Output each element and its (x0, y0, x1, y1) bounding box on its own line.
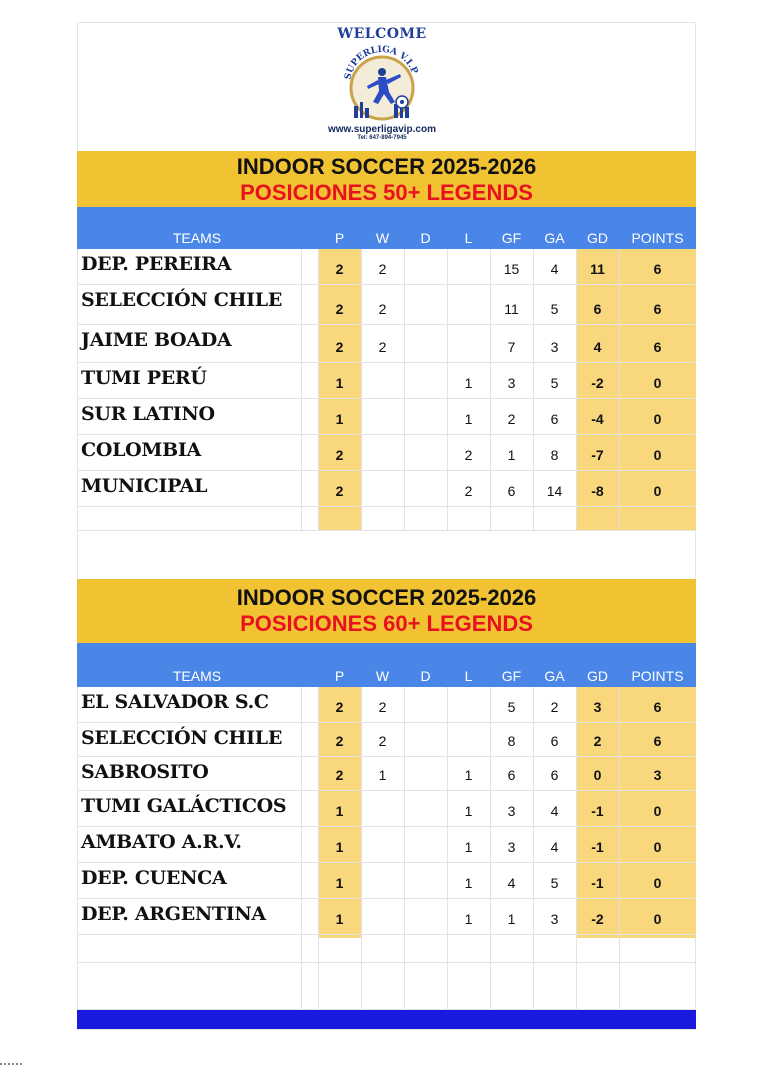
table2-banner (77, 579, 696, 643)
team-name: EL SALVADOR S.C (81, 691, 269, 713)
cell-pts: 6 (653, 699, 662, 715)
table2-header-row (77, 643, 696, 687)
cell-gf: 6 (507, 483, 516, 499)
col-header-gd: GD (587, 230, 608, 246)
cell-pts: 6 (653, 301, 662, 317)
cell-p: 1 (335, 411, 344, 427)
cell-gf: 8 (507, 733, 516, 749)
cell-ga: 14 (546, 483, 563, 499)
table-row (77, 285, 696, 325)
cell-ga: 5 (550, 875, 559, 891)
cell-p: 1 (335, 911, 344, 927)
cell-l: 1 (464, 911, 473, 927)
team-name: SABROSITO (81, 761, 209, 783)
cell-pts: 6 (653, 261, 662, 277)
cell-ga: 6 (550, 733, 559, 749)
cell-pts: 0 (653, 375, 662, 391)
table1-header-row (77, 207, 696, 249)
cell-gf: 2 (507, 411, 516, 427)
cell-gf: 11 (504, 301, 519, 317)
table-row (77, 249, 696, 285)
cell-p: 2 (335, 767, 344, 783)
col-header-teams: TEAMS (172, 668, 222, 684)
col-header-points: POINTS (631, 230, 684, 246)
cell-gd: -8 (591, 483, 604, 499)
cell-gd: -7 (591, 447, 604, 463)
cell-p: 2 (335, 447, 344, 463)
table1-body (77, 249, 696, 531)
cell-pts: 6 (653, 733, 662, 749)
cell-p: 2 (335, 301, 344, 317)
col-header-points: POINTS (631, 668, 684, 684)
cell-p: 2 (335, 733, 344, 749)
cell-pts: 0 (653, 839, 662, 855)
cell-pts: 0 (653, 411, 662, 427)
cell-l: 2 (464, 483, 473, 499)
col-header-w: W (375, 230, 390, 246)
cell-gf: 3 (507, 803, 516, 819)
cell-p: 1 (335, 839, 344, 855)
cell-ga: 3 (550, 339, 559, 355)
cell-p: 2 (335, 339, 344, 355)
cell-gf: 4 (507, 875, 516, 891)
logo-arc-text: SUPERLIGA V.I.P (343, 44, 420, 81)
cell-l: 1 (464, 375, 473, 391)
cell-gd: 6 (593, 301, 602, 317)
cell-pts: 0 (653, 447, 662, 463)
col-header-teams: TEAMS (172, 230, 222, 246)
cell-w: 2 (378, 699, 387, 715)
cell-ga: 6 (550, 411, 559, 427)
table-row (77, 863, 696, 899)
cell-gd: 2 (593, 733, 602, 749)
cell-ga: 3 (550, 911, 559, 927)
cell-l: 1 (464, 411, 473, 427)
cell-gf: 3 (507, 375, 516, 391)
table-row (77, 899, 696, 935)
table-row (77, 827, 696, 863)
website-url: www.superligavip.com (328, 124, 436, 135)
cell-gd: -2 (591, 375, 604, 391)
cell-gd: -1 (591, 803, 604, 819)
cell-p: 2 (335, 261, 344, 277)
cell-pts: 0 (653, 803, 662, 819)
cell-gd: 3 (593, 699, 602, 715)
table2-body (77, 687, 696, 1010)
cell-gd: -1 (591, 839, 604, 855)
cell-ga: 5 (550, 375, 559, 391)
cell-ga: 5 (550, 301, 559, 317)
table2-title: INDOOR SOCCER 2025-2026 (236, 585, 537, 610)
cell-p: 1 (335, 803, 344, 819)
superliga-logo (282, 22, 482, 150)
col-header-l: L (464, 230, 473, 246)
table-row (77, 757, 696, 791)
team-name: SELECCIÓN CHILE (81, 727, 283, 749)
team-name: TUMI PERÚ (81, 367, 207, 389)
team-name: COLOMBIA (81, 439, 201, 461)
team-name: SELECCIÓN CHILE (81, 289, 283, 311)
table-row (77, 399, 696, 435)
team-name: AMBATO A.R.V. (81, 831, 242, 853)
table1-subtitle: POSICIONES 50+ LEGENDS (240, 180, 533, 205)
cell-l: 1 (464, 875, 473, 891)
cell-ga: 4 (550, 839, 559, 855)
table-row (77, 471, 696, 507)
table1-title: INDOOR SOCCER 2025-2026 (236, 154, 537, 179)
table-row (77, 325, 696, 363)
team-name: DEP. PEREIRA (81, 253, 232, 275)
table-row (77, 363, 696, 399)
page-corner-mark (0, 1063, 22, 1067)
cell-gf: 6 (507, 767, 516, 783)
cell-ga: 6 (550, 767, 559, 783)
cell-w: 2 (378, 301, 387, 317)
cell-gd: 0 (593, 767, 602, 783)
col-header-gf: GF (501, 230, 522, 246)
col-header-w: W (375, 668, 390, 684)
empty-row (77, 963, 696, 1010)
cell-l: 2 (464, 447, 473, 463)
cell-gf: 7 (507, 339, 516, 355)
team-name: JAIME BOADA (81, 329, 232, 351)
cell-gf: 5 (507, 699, 516, 715)
table2-subtitle: POSICIONES 60+ LEGENDS (240, 611, 533, 636)
cell-gd: -1 (591, 875, 604, 891)
cell-w: 2 (378, 339, 387, 355)
table-row (77, 791, 696, 827)
col-header-ga: GA (544, 230, 565, 246)
col-header-p: P (334, 668, 345, 684)
cell-gf: 1 (507, 447, 516, 463)
cell-gd: -2 (591, 911, 604, 927)
cell-ga: 4 (550, 803, 559, 819)
col-header-ga: GA (544, 668, 565, 684)
table-row (77, 435, 696, 471)
table-row (77, 687, 696, 723)
cell-gf: 1 (507, 911, 516, 927)
cell-pts: 6 (653, 339, 662, 355)
cell-pts: 0 (653, 875, 662, 891)
col-header-d: D (420, 230, 431, 246)
cell-w: 2 (378, 261, 387, 277)
cell-ga: 4 (550, 261, 559, 277)
cell-l: 1 (464, 839, 473, 855)
cell-l: 1 (464, 767, 473, 783)
cell-pts: 3 (653, 767, 662, 783)
col-header-gf: GF (501, 668, 522, 684)
team-name: DEP. CUENCA (81, 867, 227, 889)
cell-pts: 0 (653, 483, 662, 499)
team-name: TUMI GALÁCTICOS (81, 795, 287, 817)
empty-row (77, 935, 696, 963)
cell-gd: 4 (593, 339, 602, 355)
cell-p: 2 (335, 699, 344, 715)
col-header-p: P (334, 230, 345, 246)
cell-gf: 15 (503, 261, 520, 277)
cell-gf: 3 (507, 839, 516, 855)
cell-p: 1 (335, 875, 344, 891)
cell-ga: 8 (550, 447, 559, 463)
team-name: MUNICIPAL (81, 475, 208, 497)
soccer-player-logo-icon (332, 44, 432, 126)
welcome-heading: WELCOME (337, 26, 427, 42)
cell-p: 2 (335, 483, 344, 499)
cell-gd: -4 (591, 411, 604, 427)
cell-pts: 0 (653, 911, 662, 927)
empty-row (77, 507, 696, 531)
table-row (77, 723, 696, 757)
team-name: SUR LATINO (81, 403, 215, 425)
cell-w: 2 (378, 733, 387, 749)
cell-p: 1 (335, 375, 344, 391)
col-header-l: L (464, 668, 473, 684)
team-name: DEP. ARGENTINA (81, 903, 266, 925)
col-header-gd: GD (587, 668, 608, 684)
phone-number: Tel: 647-894-7945 (357, 135, 407, 141)
col-header-d: D (420, 668, 431, 684)
table1-banner (77, 151, 696, 207)
footer-bar (77, 1010, 696, 1029)
cell-gd: 11 (590, 261, 605, 277)
cell-ga: 2 (550, 699, 559, 715)
cell-l: 1 (464, 803, 473, 819)
cell-w: 1 (378, 767, 387, 783)
